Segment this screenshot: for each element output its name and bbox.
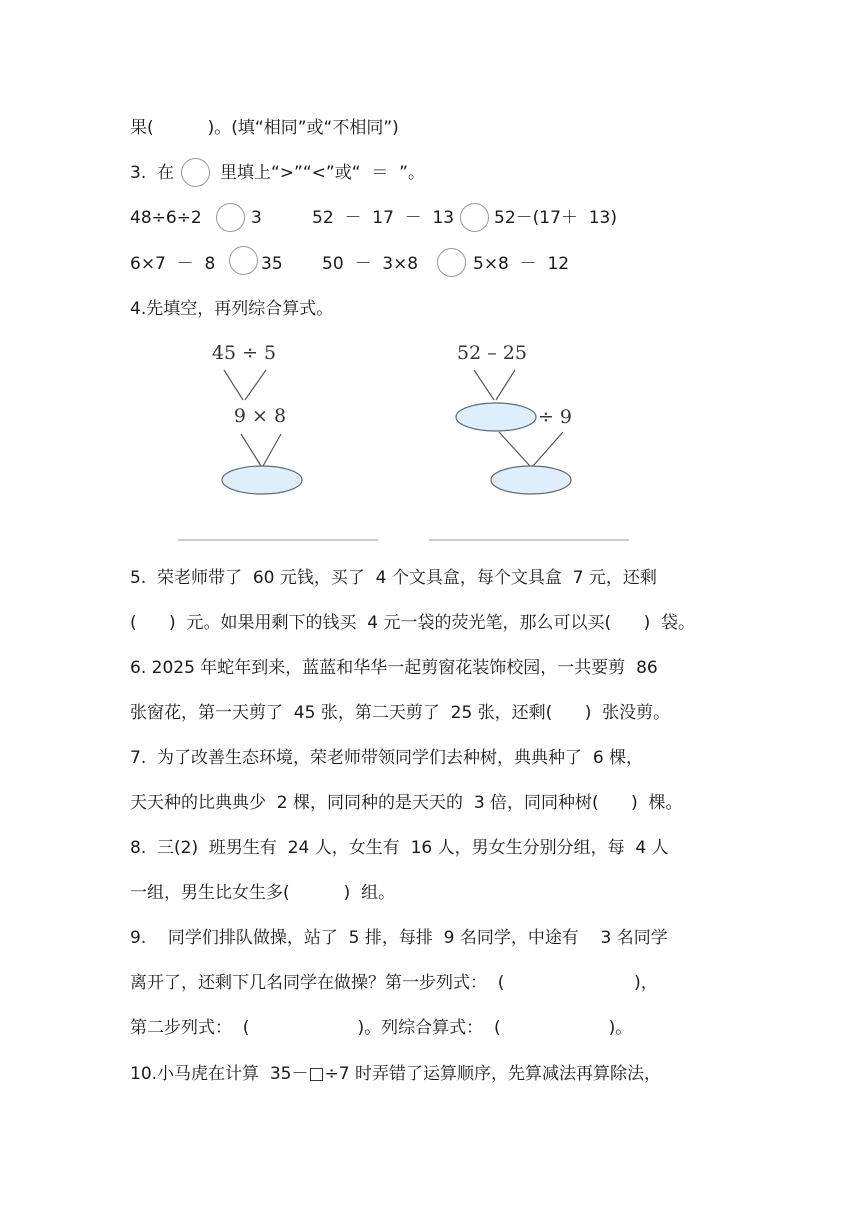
- compare-circle-2[interactable]: [460, 203, 489, 232]
- left-answer-oval[interactable]: [222, 466, 302, 494]
- q9-line1: 9. 同学们排队做操，站了 5 排，每排 9 名同学，中途有 3 名同学: [130, 928, 668, 948]
- expr-1-right: 3: [251, 208, 262, 228]
- q4-title: 4.先填空，再列综合算式。: [130, 299, 334, 319]
- expr-4-left: 50 － 3×8: [322, 254, 419, 274]
- expr-3-left: 6×7 － 8: [130, 254, 216, 274]
- q8-line1: 8. 三(2) 班男生有 24 人，女生有 16 人，男女生分别分组，每 4 人: [130, 838, 669, 858]
- expr-3-right: 35: [261, 254, 283, 274]
- right-answer-oval[interactable]: [491, 466, 571, 494]
- q5-line1: 5. 荣老师带了 60 元钱，买了 4 个文具盒，每个文具盒 7 元，还剩: [130, 568, 657, 588]
- q3-instruction: 里填上“>”“<”或“ ＝ ”。: [220, 163, 425, 183]
- q9-line3: 第二步列式： ( )。列综合算式： ( )。: [130, 1018, 633, 1038]
- compare-circle-4[interactable]: [437, 248, 466, 277]
- compare-circle-3[interactable]: [229, 246, 258, 275]
- expr-1-left: 48÷6÷2: [130, 208, 202, 228]
- q2-tail: 果( )。(填“相同”或“不相同”): [130, 118, 399, 138]
- right-top-expr: 52 – 25: [457, 342, 527, 364]
- expr-2-left: 52 － 17 － 13: [312, 208, 455, 228]
- right-middle-oval[interactable]: [456, 403, 536, 431]
- q6-line1: 6. 2025 年蛇年到来，蓝蓝和华华一起剪窗花装饰校园，一共要剪 86: [130, 658, 658, 678]
- q10-line1: 10.小马虎在计算 35－□÷7 时弄错了运算顺序，先算减法再算除法，: [130, 1064, 661, 1084]
- expr-2-right: 52－(17＋ 13): [494, 208, 617, 228]
- calc-diagrams: [0, 330, 860, 550]
- right-mid-expr: ÷ 9: [537, 406, 573, 428]
- q8-line2: 一组，男生比女生多( ) 组。: [130, 883, 396, 903]
- compare-circle-1[interactable]: [216, 203, 245, 232]
- compare-circle-example: [181, 158, 210, 187]
- q5-line2: ( ) 元。如果用剩下的钱买 4 元一袋的荧光笔，那么可以买( ) 袋。: [130, 613, 696, 633]
- left-top-expr: 45 ÷ 5: [211, 342, 277, 364]
- expr-4-right: 5×8 － 12: [473, 254, 570, 274]
- q6-line2: 张窗花，第一天剪了 45 张，第二天剪了 25 张，还剩( ) 张没剪。: [130, 703, 671, 723]
- q9-line2: 离开了，还剩下几名同学在做操？第一步列式： ( )，: [130, 973, 658, 993]
- q3-prefix: 3. 在: [130, 163, 175, 183]
- left-mid-expr: 9 × 8: [233, 405, 287, 427]
- q7-line2: 天天种的比典典少 2 棵，同同种的是天天的 3 倍，同同种树( ) 棵。: [130, 793, 683, 813]
- q7-line1: 7. 为了改善生态环境，荣老师带领同学们去种树，典典种了 6 棵，: [130, 748, 644, 768]
